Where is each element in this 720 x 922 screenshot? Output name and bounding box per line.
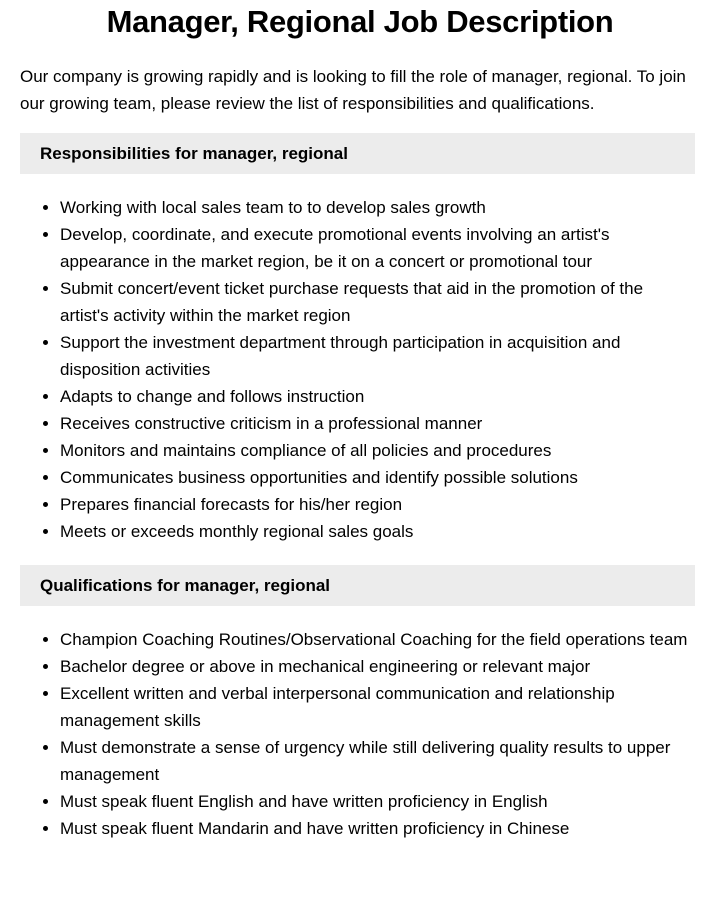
list-item: • Working with local sales team to to develop sales growth (60, 194, 695, 221)
responsibilities-heading: Responsibilities for manager, regional (20, 133, 695, 174)
qualifications-list (20, 626, 695, 842)
list-item: • Support the investment department through participation in acquisition and disposition activities (60, 329, 695, 383)
list-item: • Submit concert/event ticket purchase requests that aid in the promotion of the artist's activity within the market region (60, 275, 695, 329)
list-item: • Champion Coaching Routines/Observational Coaching for the field operations team (60, 626, 695, 653)
list-item: • Bachelor degree or above in mechanical engineering or relevant major (60, 653, 695, 680)
list-item: • Communicates business opportunities and identify possible solutions (60, 464, 695, 491)
list-item: • Adapts to change and follows instruction (60, 383, 695, 410)
list-item: • Must speak fluent Mandarin and have written proficiency in Chinese (60, 815, 695, 842)
list-item: • Develop, coordinate, and execute promotional events involving an artist's appearance in the market region, be it on a concert or promotional tour (60, 221, 695, 275)
list-item: • Excellent written and verbal interpersonal communication and relationship management skills (60, 680, 695, 734)
qualifications-heading: Qualifications for manager, regional (20, 565, 695, 606)
page-title: Manager, Regional Job Description (106, 4, 614, 39)
list-item: • Receives constructive criticism in a professional manner (60, 410, 695, 437)
list-item: • Prepares financial forecasts for his/her region (60, 491, 695, 518)
list-item: • Monitors and maintains compliance of all policies and procedures (60, 437, 695, 464)
list-item: • Must speak fluent English and have written proficiency in English (60, 788, 695, 815)
responsibilities-list (20, 194, 695, 545)
list-item: • Must demonstrate a sense of urgency while still delivering quality results to upper management (60, 734, 695, 788)
intro-paragraph: Our company is growing rapidly and is looking to fill the role of manager, regional. To join our growing team, please review the list of responsibilities and qualifications. (20, 67, 686, 113)
list-item: • Meets or exceeds monthly regional sales goals (60, 518, 695, 545)
